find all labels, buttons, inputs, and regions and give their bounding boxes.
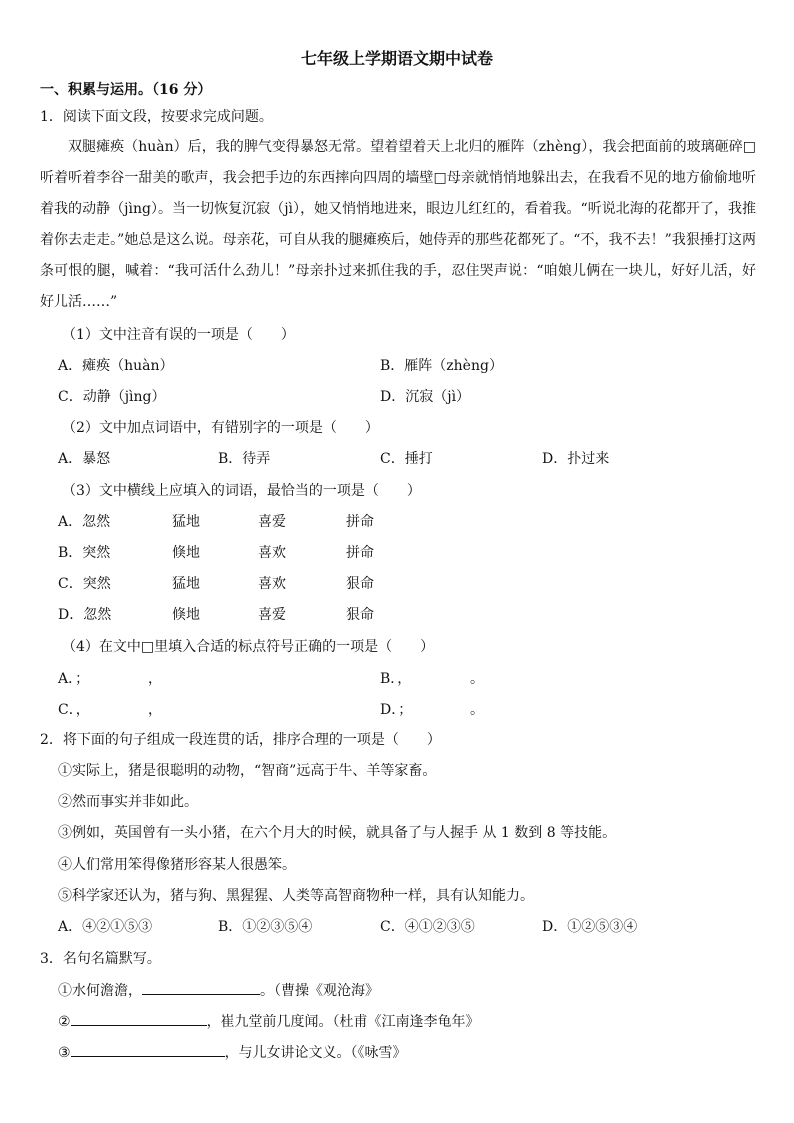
reading-passage: 双腿瘫痪（huàn）后，我的脾气变得暴怒无常。望着望着天上北归的雁阵（zhèng），我会把面前的玻璃砸碎□听着听着李谷一甜美的歌声，我会把手边的东西摔向四周的墙壁□母亲就悄悄地躲出去，在我看不见的地方偷偷地听着我的动静（jìng）。当一切恢复沉寂（jì），她又悄悄地进来，眼边儿红红的，看着我。“听说北海的花都开了，我推着你去走走。”她总是这么说。母亲花，可自从我的腿瘫痪后，她侍弄的那些花都死了。“不，我不去！”我狠捶打这两条可恨的腿，喊着：“我可活什么劲儿！”母亲扑过来抓住我的手，忍住哭声说：“咱娘儿俩在一块儿，好好儿活，好好儿活……” bbox=[40, 139, 756, 310]
q1-sub3-word: 猛地 bbox=[172, 576, 200, 592]
q1-sub1-option-d: D．沉寂（jì） bbox=[380, 389, 471, 405]
q3-line-1-suffix: 。（曹操《观沧海》 bbox=[260, 983, 379, 999]
q2-sentence-4: ④人们常用笨得像猪形容某人很愚笨。 bbox=[58, 857, 296, 873]
q3-line-3-suffix: ，与儿女讲论文义。（《咏雪》 bbox=[224, 1045, 407, 1061]
q3-line-2-suffix: ，崔九堂前几度闻。（杜甫《江南逢李龟年》 bbox=[206, 1014, 480, 1030]
q1-sub3-word: 猛地 bbox=[172, 514, 200, 530]
q1-sub1-stem: （1）文中注音有误的一项是（ ） bbox=[62, 327, 295, 343]
q1-sub3-word: 喜爱 bbox=[258, 514, 286, 530]
q1-sub3-word: 狠命 bbox=[346, 576, 374, 592]
q1-sub3-word: 倏地 bbox=[172, 545, 200, 561]
q1-sub3-word: 拼命 bbox=[346, 514, 374, 530]
question-1-stem: 1．阅读下面文段，按要求完成问题。 bbox=[40, 109, 273, 125]
q1-sub3-stem: （3）文中横线上应填入的词语，最恰当的一项是（ ） bbox=[62, 483, 421, 499]
q1-sub3-word: 拼命 bbox=[346, 545, 374, 561]
q1-sub2-option-d: D．扑过来 bbox=[542, 451, 610, 467]
q1-sub1-option-b: B．雁阵（zhèng） bbox=[380, 358, 503, 374]
answer-blank[interactable] bbox=[71, 1011, 207, 1026]
q3-line-1 bbox=[58, 980, 379, 1001]
q1-sub4-option-d: D．； bbox=[380, 702, 413, 718]
answer-blank[interactable] bbox=[71, 1042, 225, 1057]
q2-sentence-1: ①实际上，猪是很聪明的动物，“智商”远高于牛、羊等家畜。 bbox=[58, 763, 437, 779]
q1-sub3-option-a: A．忽然 bbox=[58, 514, 111, 530]
q1-sub2-stem: （2）文中加点词语中，有错别字的一项是（ ） bbox=[62, 420, 379, 436]
q1-sub4-option-c: C．， bbox=[58, 702, 90, 718]
q3-line-1-prefix: ①水何澹澹， bbox=[58, 983, 142, 999]
q1-sub3-option-c: C．突然 bbox=[58, 576, 111, 592]
q2-option-d: D．①②⑤③④ bbox=[542, 919, 638, 935]
q2-sentence-5: ⑤科学家还认为，猪与狗、黑猩猩、人类等高智商物种一样，具有认知能力。 bbox=[58, 888, 534, 904]
q3-line-2 bbox=[58, 1011, 480, 1032]
q2-option-a: A．④②①⑤③ bbox=[58, 919, 153, 935]
q2-option-c: C．④①②③⑤ bbox=[380, 919, 475, 935]
q2-sentence-2: ②然而事实并非如此。 bbox=[58, 794, 198, 810]
q3-line-2-prefix: ② bbox=[58, 1014, 71, 1030]
q1-sub2-option-a: A．暴怒 bbox=[58, 451, 111, 467]
q1-sub4-mark: ， bbox=[148, 702, 162, 718]
section-heading: 一、积累与运用。（16 分） bbox=[40, 82, 212, 98]
q3-line-3 bbox=[58, 1042, 407, 1063]
q1-sub4-option-a: A．； bbox=[58, 671, 90, 687]
q1-sub2-option-b: B．待弄 bbox=[218, 451, 271, 467]
q2-sentence-3: ③例如，英国曾有一头小猪，在六个月大的时候，就具备了与人握手 从 1 数到 8 等技能。 bbox=[58, 825, 617, 841]
q1-sub3-option-b: B．突然 bbox=[58, 545, 111, 561]
q1-sub3-word: 狠命 bbox=[346, 607, 374, 623]
q3-line-3-prefix: ③ bbox=[58, 1045, 71, 1061]
question-3-stem: 3．名句名篇默写。 bbox=[40, 951, 161, 967]
q1-sub3-option-d: D．忽然 bbox=[58, 607, 112, 623]
q1-sub4-option-b: B．， bbox=[380, 671, 412, 687]
q2-option-b: B．①②③⑤④ bbox=[218, 919, 313, 935]
q1-sub3-word: 倏地 bbox=[172, 607, 200, 623]
q1-sub3-word: 喜欢 bbox=[258, 576, 286, 592]
question-2-stem: 2．将下面的句子组成一段连贯的话，排序合理的一项是（ ） bbox=[40, 732, 441, 748]
q1-sub2-option-c: C．捶打 bbox=[380, 451, 433, 467]
q1-sub4-mark: 。 bbox=[470, 702, 484, 718]
q1-sub3-word: 喜欢 bbox=[258, 545, 286, 561]
page-title: 七年级上学期语文期中试卷 bbox=[300, 49, 493, 68]
q1-sub1-option-a: A．瘫痪（huàn） bbox=[58, 358, 174, 374]
q1-sub4-mark: 。 bbox=[470, 671, 484, 687]
q1-sub3-word: 喜爱 bbox=[258, 607, 286, 623]
answer-blank[interactable] bbox=[142, 980, 260, 995]
q1-sub4-mark: ， bbox=[148, 671, 162, 687]
q1-sub1-option-c: C．动静（jìng） bbox=[58, 389, 166, 405]
q1-sub4-stem: （4）在文中□里填入合适的标点符号正确的一项是（ ） bbox=[62, 639, 435, 655]
